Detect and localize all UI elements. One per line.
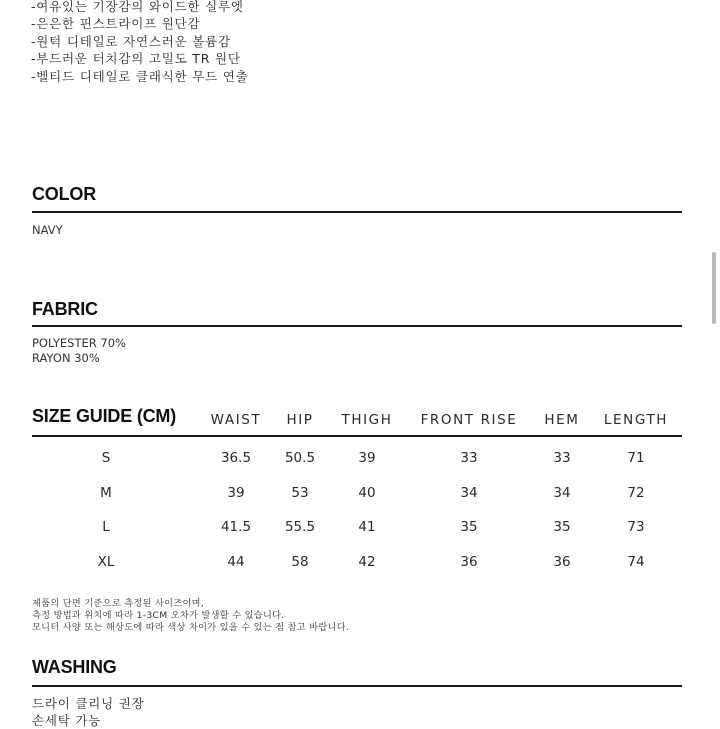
size-label: L (102, 519, 110, 535)
feature-item: -은은한 핀스트라이프 원단감 (31, 16, 201, 32)
feature-item: -부드러운 터치감의 고밀도 TR 원단 (31, 51, 241, 67)
col-thigh: THIGH (341, 412, 393, 428)
fabric-line: POLYESTER 70% (32, 336, 126, 350)
table-cell: 53 (291, 485, 309, 501)
feature-item: -원턱 디테일로 자연스러운 볼륨감 (31, 33, 231, 49)
table-cell: 73 (627, 519, 645, 535)
table-cell: 41 (358, 519, 376, 535)
size-notes (32, 598, 349, 635)
table-cell: 35 (553, 519, 571, 535)
table-cell: 36 (553, 554, 571, 570)
fabric-line: RAYON 30% (32, 351, 100, 365)
size-label: M (100, 485, 112, 501)
table-cell: 41.5 (220, 519, 252, 535)
size-guide-divider (32, 435, 682, 437)
fabric-heading: FABRIC (32, 299, 98, 319)
table-cell: 72 (627, 485, 645, 501)
table-cell: 34 (553, 485, 571, 501)
note-line: 제품의 단면 기준으로 측정된 사이즈이며, (32, 598, 205, 609)
table-cell: 34 (460, 485, 478, 501)
note-line: 측정 방법과 위치에 따라 1-3CM 오차가 발생할 수 있습니다. (32, 610, 285, 622)
washing-list (32, 695, 145, 729)
table-cell: 36.5 (220, 450, 252, 466)
table-cell: 33 (553, 450, 571, 466)
table-cell: 36 (460, 554, 478, 570)
size-guide-heading: SIZE GUIDE (CM) (32, 406, 176, 426)
col-length: LENGTH (603, 412, 669, 428)
size-label: S (101, 450, 111, 466)
note-line: 모니터 사양 또는 해상도에 따라 색상 차이가 있을 수 있는 점 참고 바랍니다. (32, 622, 350, 634)
washing-line: 손세탁 가능 (32, 713, 102, 728)
scrollbar-thumb[interactable] (712, 252, 716, 324)
col-hem: HEM (544, 412, 580, 428)
table-cell: 71 (627, 450, 645, 466)
col-hip: HIP (286, 412, 314, 428)
size-label: XL (97, 554, 115, 570)
color-heading: COLOR (32, 184, 96, 204)
table-cell: 44 (227, 554, 245, 570)
table-cell: 39 (358, 450, 376, 466)
table-cell: 40 (358, 485, 376, 501)
color-divider (32, 211, 682, 213)
fabric-divider (32, 325, 682, 327)
table-cell: 74 (627, 554, 645, 570)
color-value: NAVY (32, 223, 63, 237)
feature-item: -여유있는 기장감의 와이드한 실루엣 (31, 0, 244, 14)
table-cell: 33 (460, 450, 478, 466)
table-cell: 39 (227, 485, 245, 501)
feature-list (31, 0, 249, 85)
col-waist: WAIST (210, 412, 262, 428)
feature-item: -벨티드 디테일로 클래식한 무드 연출 (31, 68, 249, 84)
col-front-rise: FRONT RISE (420, 412, 518, 428)
table-cell: 50.5 (284, 450, 316, 466)
washing-heading: WASHING (32, 657, 117, 677)
table-cell: 58 (291, 554, 309, 570)
table-cell: 55.5 (284, 519, 316, 535)
washing-divider (32, 685, 682, 687)
table-cell: 35 (460, 519, 478, 535)
washing-line: 드라이 클리닝 권장 (32, 696, 145, 711)
table-cell: 42 (358, 554, 376, 570)
